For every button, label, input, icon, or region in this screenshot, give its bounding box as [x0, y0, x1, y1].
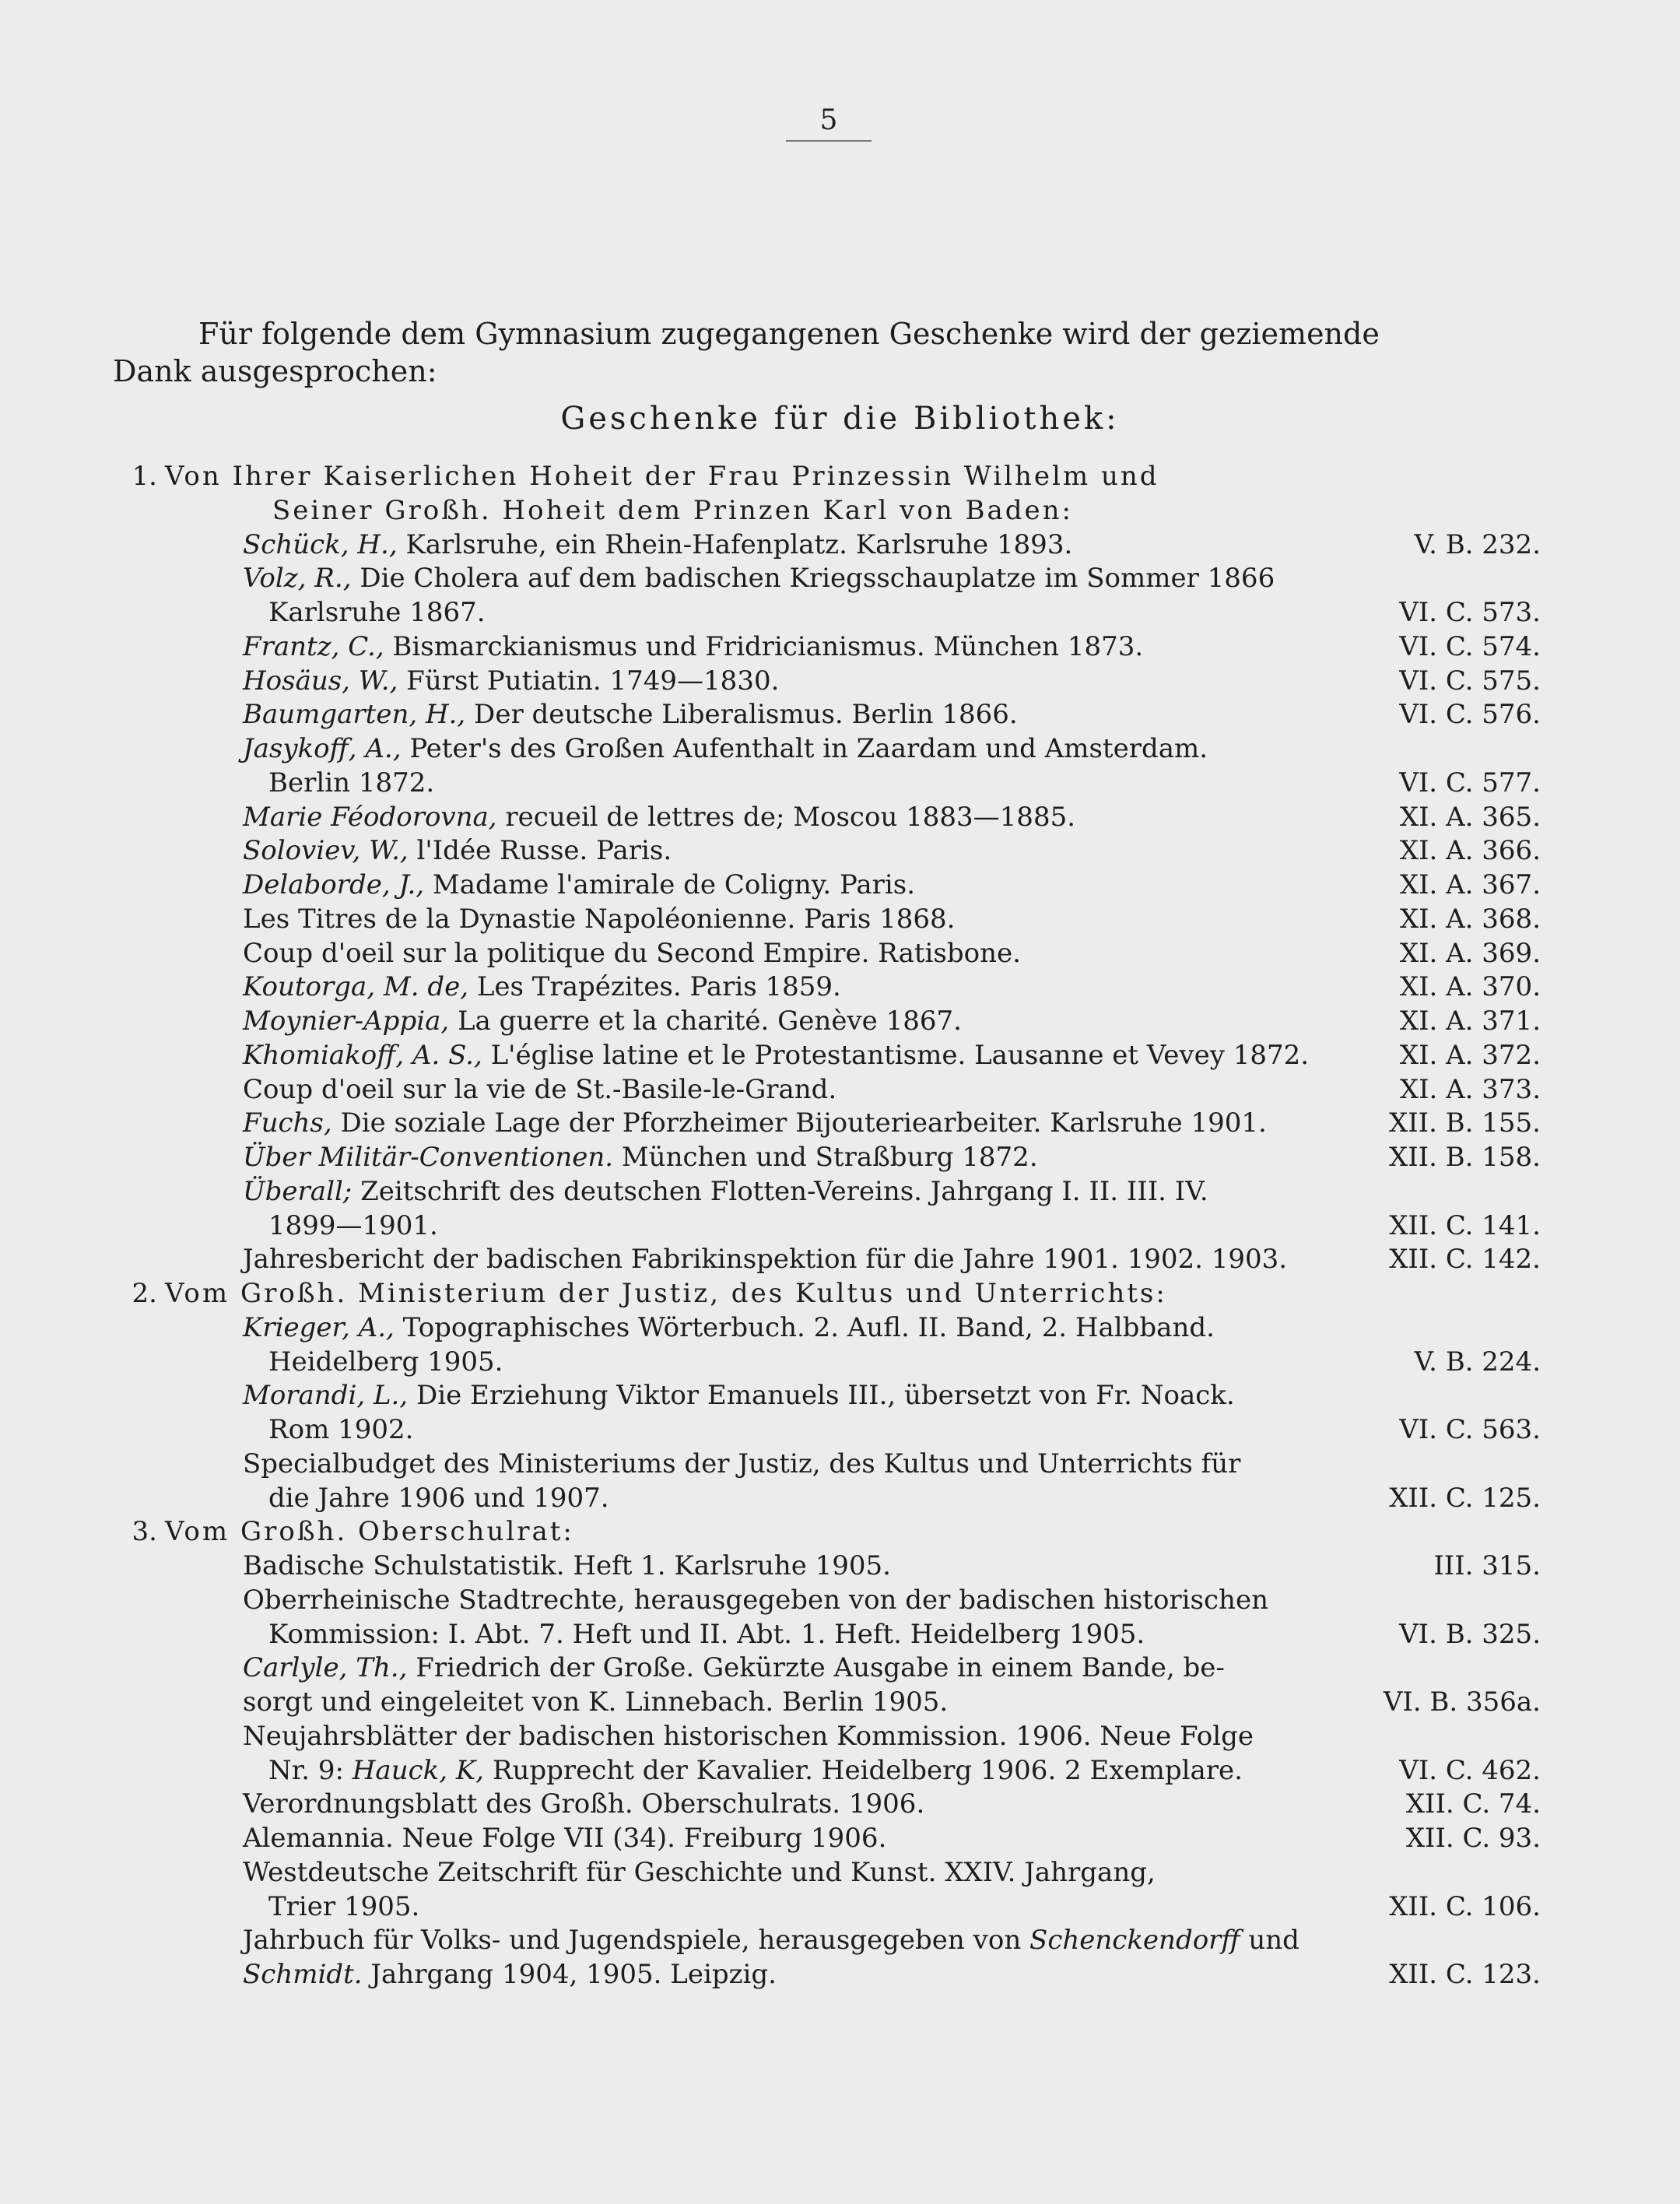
entry-author: Über Militär-Conventionen.	[243, 1142, 614, 1173]
entry-title: Verordnungsblatt des Großh. Oberschulrats. 1906.	[243, 1788, 925, 1820]
entry-author: Schück, H.,	[243, 528, 398, 560]
entry-text	[243, 1447, 1240, 1481]
list-row	[0, 1038, 1680, 1072]
entry-text	[268, 595, 486, 630]
list-row	[0, 1685, 1680, 1719]
list-row	[0, 1481, 1680, 1515]
entry-title: Bismarckianismus und Fridricianismus. München 1873.	[384, 630, 1144, 662]
shelf-signature: XII. C. 142.	[1389, 1244, 1541, 1276]
shelf-signature: XII. C. 74.	[1405, 1788, 1541, 1820]
entry-text	[268, 1890, 419, 1924]
shelf-signature: VI. C. 462.	[1399, 1754, 1541, 1786]
entry-text	[243, 936, 1021, 970]
list-row	[0, 936, 1680, 970]
list-row	[0, 1855, 1680, 1890]
entry-title: Trier 1905.	[268, 1890, 420, 1922]
intro-line-2: Dank ausgesprochen:	[113, 354, 437, 388]
entry-text	[243, 1855, 1156, 1890]
list-row	[0, 1174, 1680, 1209]
entry-title: Die Erziehung Viktor Emanuels III., übersetzt von Fr. Noack.	[408, 1380, 1235, 1412]
shelf-signature: XI. A. 365.	[1399, 801, 1541, 833]
entry-author: Schenckendorff	[1029, 1925, 1240, 1957]
entry-title: Karlsruhe 1867.	[268, 597, 486, 628]
entry-title: Die soziale Lage der Pforzheimer Bijouteriearbeiter. Karlsruhe 1901.	[331, 1107, 1267, 1139]
entry-author: Baumgarten, H.,	[243, 699, 466, 731]
entry-text	[268, 1617, 1145, 1651]
entry-text	[243, 1685, 948, 1719]
list-row	[0, 1447, 1680, 1481]
entry-title: Topographisches Wörterbuch. 2. Aufl. II. Band, 2. Halbband.	[394, 1311, 1215, 1343]
entry-title: Les Titres de la Dynastie Napoléonienne. Paris 1868.	[243, 903, 956, 935]
list-row	[0, 1311, 1680, 1345]
entry-text	[165, 1276, 1167, 1311]
entry-text	[272, 493, 1073, 528]
shelf-signature: XII. C. 125.	[1389, 1482, 1541, 1514]
list-row	[0, 1651, 1680, 1685]
entry-text	[243, 1106, 1267, 1140]
entry-title: Zeitschrift des deutschen Flotten-Vereins. Jahrgang I. II. III. IV.	[352, 1175, 1208, 1207]
entry-text	[243, 1038, 1309, 1072]
list-row	[0, 1753, 1680, 1788]
entry-title: sorgt und eingeleitet von K. Linnebach. Berlin 1905.	[243, 1686, 949, 1718]
list-row	[0, 493, 1680, 528]
entry-author: Krieger, A.,	[243, 1311, 395, 1343]
entry-title: München und Straßburg 1872.	[613, 1142, 1038, 1173]
entry-text	[243, 800, 1075, 834]
entry-title: Fürst Putiatin. 1749—1830.	[398, 665, 780, 697]
list-row	[0, 697, 1680, 732]
entry-text	[243, 1583, 1268, 1617]
list-row	[0, 1072, 1680, 1107]
entry-title: Alemannia. Neue Folge VII (34). Freiburg 1906.	[243, 1823, 887, 1854]
shelf-signature: V. B. 232.	[1414, 528, 1541, 560]
list-row	[0, 1549, 1680, 1583]
entry-title: Madame l'amirale de Coligny. Paris.	[424, 869, 916, 900]
entry-title: Jahresbericht der badischen Fabrikinspektion für die Jahre 1901. 1902. 1903.	[243, 1244, 1288, 1276]
list-row	[0, 459, 1680, 493]
list-row	[0, 1617, 1680, 1651]
shelf-signature: XII. C. 141.	[1389, 1209, 1541, 1241]
entry-title: Seiner Großh. Hoheit dem Prinzen Karl von Baden:	[272, 494, 1074, 526]
entry-title: Badische Schulstatistik. Heft 1. Karlsruhe 1905.	[243, 1550, 891, 1581]
list-row	[0, 1583, 1680, 1617]
list-row	[0, 766, 1680, 800]
shelf-signature: XII. B. 158.	[1389, 1142, 1541, 1173]
entry-text	[243, 1004, 962, 1038]
list-row	[0, 1345, 1680, 1379]
entry-title: Oberrheinische Stadtrechte, herausgegeben von der badischen historischen	[243, 1584, 1268, 1616]
entry-text	[243, 1378, 1235, 1413]
entry-author: Marie Féodorovna,	[243, 801, 497, 833]
entry-author: Morandi, L.,	[243, 1380, 409, 1412]
list-row	[0, 732, 1680, 766]
shelf-signature: VI. C. 574.	[1399, 630, 1541, 662]
shelf-signature: VI. C. 577.	[1399, 767, 1541, 798]
shelf-signature: XI. A. 369.	[1399, 937, 1541, 969]
entry-text	[243, 1787, 924, 1821]
entry-text	[243, 561, 1275, 595]
entry-author: Fuchs,	[243, 1107, 332, 1139]
list-row	[0, 1378, 1680, 1413]
page-number: 5	[819, 104, 838, 136]
entry-text	[243, 630, 1143, 664]
entry-text	[243, 1651, 1225, 1685]
shelf-signature: XII. B. 155.	[1389, 1107, 1541, 1139]
list-row	[0, 1004, 1680, 1038]
shelf-signature: XII. C. 93.	[1405, 1823, 1541, 1854]
entry-title: Rupprecht der Kavalier. Heidelberg 1906. 2 Exemplare.	[484, 1754, 1243, 1786]
entry-author: Soloviev, W.,	[243, 835, 409, 867]
entry-text	[165, 459, 1159, 493]
shelf-signature: XII. C. 123.	[1389, 1959, 1541, 1990]
group-number-text: 1.	[132, 461, 157, 492]
entry-title: Jahrgang 1904, 1905. Leipzig.	[362, 1959, 777, 1990]
entry-title: Heidelberg 1905.	[268, 1346, 503, 1378]
entry-text	[243, 1719, 1254, 1753]
shelf-signature: V. B. 224.	[1414, 1346, 1541, 1378]
shelf-signature: VI. B. 325.	[1399, 1618, 1541, 1650]
entry-text	[243, 732, 1208, 766]
list-row	[0, 1923, 1680, 1957]
list-row	[0, 1957, 1680, 1992]
entry-author: Frantz, C.,	[243, 630, 384, 662]
entry-text	[268, 1413, 413, 1447]
entry-text	[243, 1072, 836, 1107]
entry-text	[243, 1174, 1208, 1209]
entry-title: Vom Großh. Ministerium der Justiz, des Kultus und Unterrichts:	[165, 1278, 1167, 1309]
list-row	[0, 1719, 1680, 1753]
list-row	[0, 970, 1680, 1004]
entry-title: Peter's des Großen Aufenthalt in Zaardam und Amsterdam.	[401, 733, 1208, 764]
entry-text	[243, 1821, 886, 1855]
shelf-signature: VI. C. 576.	[1399, 699, 1541, 731]
entry-title: Vom Großh. Oberschulrat:	[165, 1516, 574, 1548]
shelf-signature: VI. B. 356a.	[1383, 1686, 1541, 1718]
entry-text	[243, 664, 779, 698]
entry-title: Von Ihrer Kaiserlichen Hoheit der Frau Prinzessin Wilhelm und	[165, 461, 1159, 492]
section-heading: Geschenke für die Bibliothek:	[560, 401, 1120, 437]
entry-title: Rom 1902.	[268, 1414, 414, 1445]
entry-title: Specialbudget des Ministeriums der Justiz, des Kultus und Unterrichts für	[243, 1448, 1241, 1479]
entry-title: recueil de lettres de; Moscou 1883—1885.	[496, 801, 1076, 833]
entry-title: Karlsruhe, ein Rhein-Hafenplatz. Karlsruhe 1893.	[397, 528, 1073, 560]
shelf-signature: VI. C. 573.	[1399, 597, 1541, 628]
entry-author: Delaborde, J.,	[243, 869, 425, 900]
intro-line-1: Für folgende dem Gymnasium zugegangenen Geschenke wird der geziemende	[198, 317, 1380, 351]
shelf-signature: XI. A. 371.	[1399, 1005, 1541, 1037]
entry-text	[243, 1140, 1038, 1174]
group-number-text: 3.	[132, 1516, 157, 1548]
entry-title: Kommission: I. Abt. 7. Heft und II. Abt. 1. Heft. Heidelberg 1905.	[268, 1618, 1145, 1650]
list-row	[0, 1821, 1680, 1855]
list-row	[0, 1514, 1680, 1549]
entry-text	[268, 1481, 609, 1515]
entry-prefix: Nr. 9:	[268, 1754, 352, 1786]
list-row	[0, 902, 1680, 936]
shelf-signature: VI. C. 575.	[1399, 665, 1541, 697]
shelf-signature: XI. A. 368.	[1399, 903, 1541, 935]
entry-title: Coup d'oeil sur la vie de St.-Basile-le-Grand.	[243, 1073, 837, 1105]
entry-author: Carlyle, Th.,	[243, 1652, 408, 1684]
shelf-signature: XI. A. 370.	[1399, 971, 1541, 1003]
entry-text	[268, 1753, 1243, 1788]
shelf-signature: XI. A. 367.	[1399, 869, 1541, 900]
entry-text	[243, 834, 672, 868]
entry-author: Volz, R.,	[243, 563, 352, 595]
entry-author: Koutorga, M. de,	[243, 971, 469, 1003]
list-row	[0, 1890, 1680, 1924]
entry-title: La guerre et la charité. Genève 1867.	[449, 1005, 962, 1037]
intro-paragraph	[113, 315, 1538, 390]
entry-text	[268, 766, 434, 800]
list-row	[0, 528, 1680, 562]
entry-text	[243, 697, 1018, 732]
page-number-rule	[786, 140, 872, 142]
list-row	[0, 1140, 1680, 1174]
entry-text	[243, 1242, 1287, 1276]
entry-title: Les Trapézites. Paris 1859.	[468, 971, 841, 1003]
entry-title: Neujahrsblätter der badischen historischen Kommission. 1906. Neue Folge	[243, 1720, 1254, 1752]
list-row	[0, 868, 1680, 902]
entry-title: Friedrich der Große. Gekürzte Ausgabe in einem Bande, be-	[407, 1652, 1225, 1684]
list-row	[0, 595, 1680, 630]
list-row	[0, 1242, 1680, 1276]
group-number-text: 2.	[132, 1278, 157, 1309]
shelf-signature: XI. A. 372.	[1399, 1039, 1541, 1071]
entry-text	[243, 1957, 777, 1992]
entry-title: Westdeutsche Zeitschrift für Geschichte und Kunst. XXIV. Jahrgang,	[243, 1856, 1156, 1888]
entry-title: Coup d'oeil sur la politique du Second Empire. Ratisbone.	[243, 937, 1021, 969]
list-row	[0, 1209, 1680, 1243]
shelf-signature: VI. C. 563.	[1399, 1414, 1541, 1445]
entry-author: Khomiakoff, A. S.,	[243, 1039, 482, 1071]
shelf-signature: III. 315.	[1433, 1550, 1541, 1581]
list-row	[0, 800, 1680, 834]
entry-author: Hosäus, W.,	[243, 665, 398, 697]
entry-title: Berlin 1872.	[268, 767, 435, 798]
entry-text	[165, 1514, 574, 1549]
entry-author: Überall;	[243, 1175, 352, 1207]
entry-text	[268, 1345, 503, 1379]
list-row	[0, 664, 1680, 698]
list-row	[0, 1413, 1680, 1447]
entry-text	[243, 1549, 891, 1583]
entry-text	[243, 528, 1072, 562]
entry-title: 1899—1901.	[268, 1209, 438, 1241]
list-row	[0, 1106, 1680, 1140]
entry-text	[268, 1209, 438, 1243]
entry-title: und	[1240, 1925, 1299, 1957]
list-row	[0, 1276, 1680, 1311]
entry-author: Hauck, K,	[352, 1754, 485, 1786]
entry-title: L'église latine et le Protestantisme. Lausanne et Vevey 1872.	[482, 1039, 1310, 1071]
entry-prefix: Jahrbuch für Volks- und Jugendspiele, herausgegeben von	[243, 1925, 1030, 1957]
entry-text	[243, 1311, 1215, 1345]
entry-title: l'Idée Russe. Paris.	[408, 835, 672, 867]
entry-title: Die Cholera auf dem badischen Kriegsschauplatze im Sommer 1866	[351, 563, 1275, 595]
entry-title: Der deutsche Liberalismus. Berlin 1866.	[465, 699, 1018, 731]
entry-text	[243, 1923, 1299, 1957]
entry-title: die Jahre 1906 und 1907.	[268, 1482, 609, 1514]
entry-text	[243, 970, 841, 1004]
shelf-signature: XII. C. 106.	[1389, 1890, 1541, 1922]
list-row	[0, 630, 1680, 664]
entry-author: Schmidt.	[243, 1959, 363, 1990]
entry-author: Jasykoff, A.,	[243, 733, 402, 764]
shelf-signature: XI. A. 373.	[1399, 1073, 1541, 1105]
entry-author: Moynier-Appia,	[243, 1005, 450, 1037]
shelf-signature: XI. A. 366.	[1399, 835, 1541, 867]
list-row	[0, 834, 1680, 868]
entry-text	[243, 902, 955, 936]
list-row	[0, 561, 1680, 595]
entry-text	[243, 868, 915, 902]
list-row	[0, 1787, 1680, 1821]
